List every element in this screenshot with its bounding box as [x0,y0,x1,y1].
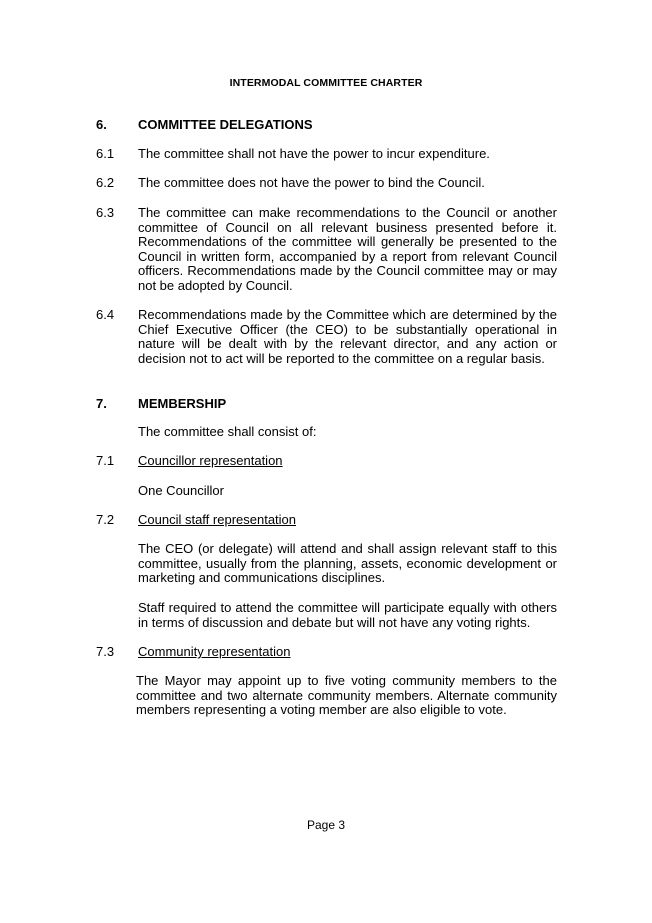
page-number: Page 3 [306,818,346,832]
clause-number: 7.1 [96,453,115,468]
clause-text: The committee does not have the power to bind the Council. [138,175,485,190]
section-title: MEMBERSHIP [138,396,227,411]
membership-intro: The committee shall consist of: [138,424,317,439]
clause-paragraph: The CEO (or delegate) will attend and shall assign relevant staff to this committee, usually from the planning, assets, economic development or marketing and communications disciplines. [138,541,557,586]
section-number: 7. [96,396,107,411]
clause-paragraph: Staff required to attend the committee will participate equally with others in terms of discussion and debate but will not have any voting rights. [138,600,557,630]
clause-text: The committee shall not have the power to incur expenditure. [138,146,490,161]
clause-subheading: Councillor representation [138,453,283,468]
clause-number: 6.2 [96,175,115,190]
clause-subheading: Council staff representation [138,512,297,527]
clause-paragraph: The Mayor may appoint up to five voting community members to the committee and two alternate community members. Alternate community members representing a voting member are also eligible to vote. [136,673,557,718]
clause-number: 6.3 [96,205,115,220]
document-header: INTERMODAL COMMITTEE CHARTER [229,77,423,89]
section-number: 6. [96,117,107,132]
clause-subheading: Community representation [138,644,291,659]
clause-text: The committee can make recommendations to the Council or another committee of Council on all relevant business presented before it. Recommendations of the committee will generally be presented to the Council in written form, accompanied by a report from relevant Council officers. Recommendations made by the Council committee may or may not be adopted by Council. [138,205,557,293]
clause-number: 7.2 [96,512,115,527]
clause-number: 7.3 [96,644,115,659]
clause-number: 6.4 [96,307,115,322]
section-title: COMMITTEE DELEGATIONS [138,117,313,132]
clause-text: Recommendations made by the Committee which are determined by the Chief Executive Officer (the CEO) to be substantially operational in nature will be dealt with by the relevant director, and any action or decision not to act will be reported to the committee on a regular basis. [138,307,557,366]
clause-paragraph: One Councillor [138,483,224,498]
clause-number: 6.1 [96,146,115,161]
